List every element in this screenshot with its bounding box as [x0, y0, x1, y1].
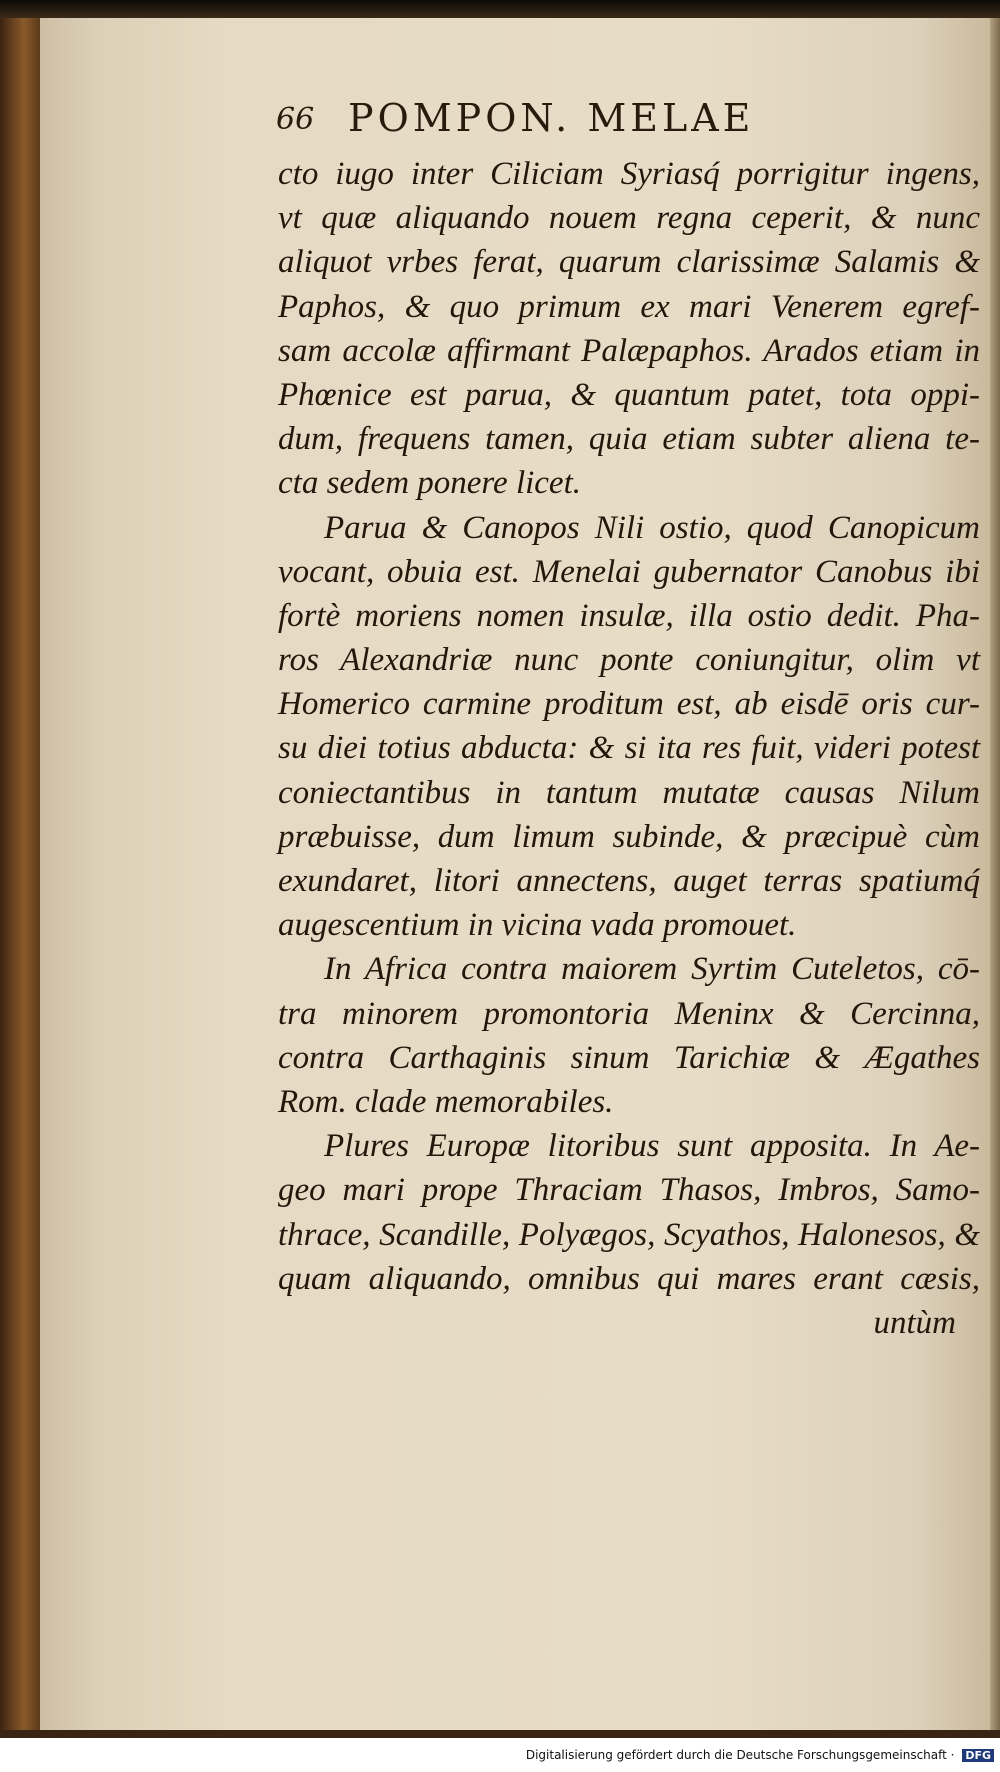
text-line: Rom. clade memorabiles.	[278, 1083, 614, 1120]
running-title: POMPON. MELAE	[348, 96, 755, 140]
book-top-edge	[0, 0, 1000, 18]
text-line: ros Alexandriæ nunc ponte coniungitur, olim vt	[278, 642, 980, 679]
text-line: exundaret, litori annectens, auget terras spatiumq́	[278, 863, 980, 899]
text-line: vocant, obuia est. Menelai gubernator Canobus ibi	[278, 553, 980, 590]
page-right-edge	[990, 18, 1000, 1730]
text-line: augescentium in vicina vada promouet.	[278, 907, 797, 944]
text-line: aliquot vrbes ferat, quarum clarissimæ Salamis &	[278, 244, 980, 281]
text-line: cto iugo inter Ciliciam Syriasq́ porrigitur ingens,	[278, 156, 980, 192]
text-line: quam aliquando, omnibus qui mares erant cæsis,	[278, 1260, 980, 1297]
text-line: cta sedem ponere licet.	[278, 465, 581, 502]
text-line: geo mari prope Thraciam Thasos, Imbros, Samo-	[278, 1172, 980, 1209]
text-line: tra minorem promontoria Meninx & Cercinna,	[278, 995, 980, 1032]
book-bottom-edge	[0, 1730, 1000, 1738]
catchword: untùm	[873, 1304, 956, 1341]
text-line: vt quæ aliquando nouem regna ceperit, & nunc	[278, 200, 980, 237]
text-line: Paphos, & quo primum ex mari Venerem egref-	[278, 288, 980, 325]
text-line: contra Carthaginis sinum Tarichiæ & Ægathes	[278, 1039, 980, 1076]
text-line: Phœnice est parua, & quantum patet, tota oppi-	[278, 376, 980, 413]
book-binding	[0, 18, 40, 1730]
text-line: In Africa contra maiorem Syrtim Cuteletos, cō-	[324, 951, 980, 988]
text-line: Parua & Canopos Nili ostio, quod Canopicum	[324, 509, 980, 546]
page-header	[276, 96, 976, 146]
dfg-logo: DFG	[962, 1749, 994, 1762]
credit-text: Digitalisierung gefördert durch die Deutsche Forschungsgemeinschaft ·	[525, 1748, 955, 1762]
page-number: 66	[276, 102, 315, 137]
body-text	[278, 152, 980, 1345]
text-line: su diei totius abducta: & si ita res fuit, videri potest	[278, 730, 980, 767]
text-line: sam accolæ affirmant Palæpaphos. Arados etiam in	[278, 332, 980, 369]
text-line: fortè moriens nomen insulæ, illa ostio dedit. Pha-	[278, 597, 980, 634]
text-line: dum, frequens tamen, quia etiam subter aliena te-	[278, 421, 980, 458]
text-line: Plures Europæ litoribus sunt apposita. In Ae-	[324, 1128, 980, 1165]
text-line: præbuisse, dum limum subinde, & præcipuè cùm	[278, 818, 980, 855]
text-line: coniectantibus in tantum mutatæ causas Nilum	[278, 774, 980, 811]
text-line: Homerico carmine proditum est, ab eisdē oris cur-	[278, 686, 980, 723]
text-line: thrace, Scandille, Polyægos, Scyathos, Halonesos, &	[278, 1216, 980, 1253]
digitization-credit	[0, 1748, 994, 1768]
